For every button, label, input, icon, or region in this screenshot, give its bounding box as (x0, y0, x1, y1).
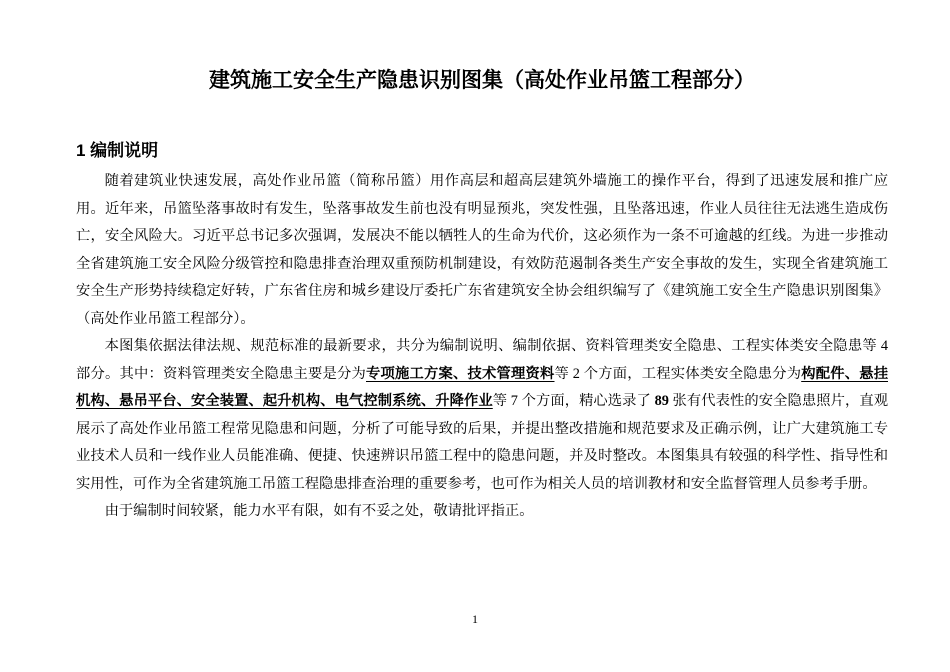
paragraph (76, 333, 888, 498)
page-number: 1 (472, 612, 478, 626)
body-text-segment: 等 2 个方面，工程实体类安全隐患分为 (554, 365, 802, 382)
document-title: 建筑施工安全生产隐患识别图集（高处作业吊篮工程部分） (209, 69, 755, 92)
emphasized-text: 专项施工方案、技术管理资料 (366, 365, 555, 382)
body-text-segment: 由于编制时间较紧，能力水平有限，如有不妥之处，敬请批评指正。 (104, 503, 534, 519)
body-text-segment: 本图集依据法律法规、规范标准的最新要求，共分为编制说明、编制依据、资料管理类安全隐患、工程实体类安全隐患等 4 部分。其中：资料管理类安全隐患主要是分为 (76, 338, 888, 382)
body-text-segment: 等 7 个方面，精心选录了 (492, 393, 655, 409)
body-text-segment: 随着建筑业快速发展，高处作业吊篮（简称吊篮）用作高层和超高层建筑外墙施工的操作平台，得到了迅速发展和推广应用。近年来，吊篮坠落事故时有发生，坠落事故发生前也没有明显预兆，突发性强，且坠落迅速，作业人员往往无法逃生造成伤亡，安全风险大。习近平总书记多次强调，发展决不能以牺牲人的生命为代价，这必须作为一条不可逾越的红线。为进一步推动全省建筑施工安全风险分级管控和隐患排查治理双重预防机制建设，有效防范遏制各类生产安全事故的发生，实现全省建筑施工安全生产形势持续稳定好转，广东省住房和城乡建设厅委托广东省建筑安全协会组织编写了《建筑施工安全生产隐患识别图集》（高处作业吊篮工程部分）。 (76, 173, 888, 327)
emphasized-text: 构配件、悬挂机构、悬吊平台、安全装置、起升机构、电气控制系统、升降作业 (76, 365, 888, 409)
paragraph (76, 498, 888, 526)
document-body (76, 168, 888, 526)
section-heading: 1 编制说明 (76, 141, 159, 160)
emphasized-text: 89 (654, 393, 669, 409)
body-text-segment: 张有代表性的安全隐患照片，直观展示了高处作业吊篮工程常见隐患和问题，分析了可能导致的后果，并提出整改措施和规范要求及正确示例，让广大建筑施工专业技术人员和一线作业人员能准确、便捷、快速辨识吊篮工程中的隐患问题，并及时整改。本图集具有较强的科学性、指导性和实用性，可作为全省建筑施工吊篮工程隐患排查治理的重要参考，也可作为相关人员的培训教材和安全监督管理人员参考手册。 (76, 393, 889, 492)
paragraph (76, 168, 888, 333)
